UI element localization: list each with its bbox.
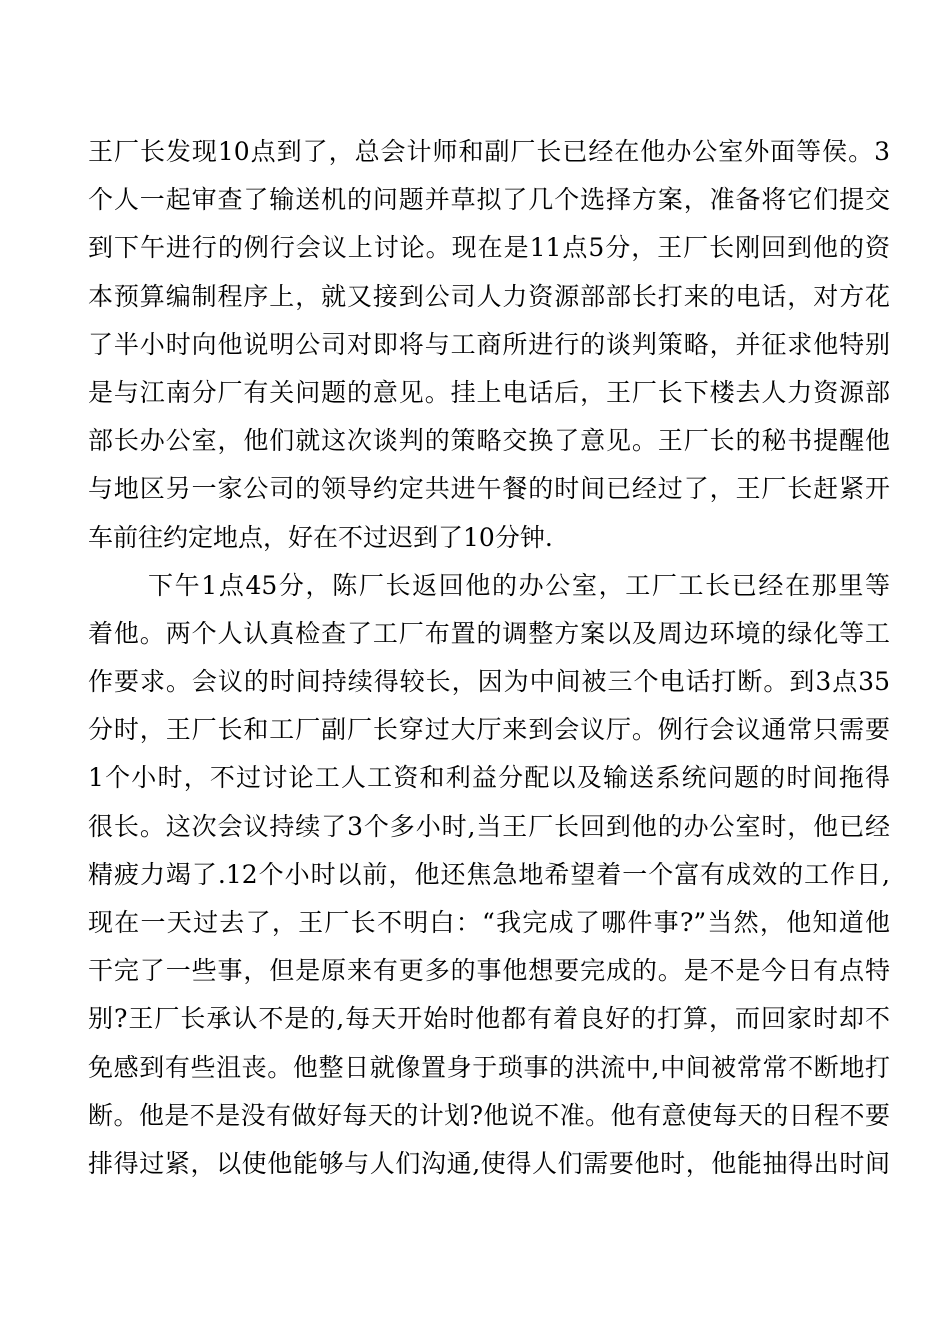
text-line: 作要求。会议的时间持续得较长，因为中间被三个电话打断。到3点35	[88, 667, 890, 697]
text-line: 分时，王厂长和工厂副厂长穿过大厅来到会议厅。例行会议通常只需要	[88, 715, 890, 745]
text-line: 王厂长发现10点到了，总会计师和副厂长已经在他办公室外面等侯。3	[88, 137, 890, 166]
text-line: 排得过紧，以使他能够与人们沟通,使得人们需要他时，他能抽得出时间	[88, 1148, 890, 1178]
text-line: 车前往约定地点，好在不过迟到了10分钟.	[88, 522, 553, 552]
text-line: 是与江南分厂有关问题的意见。挂上电话后，王厂长下楼去人力资源部	[88, 377, 890, 407]
text-line: 个人一起审查了输送机的问题并草拟了几个选择方案，准备将它们提交	[88, 185, 890, 215]
text-line: 部长办公室，他们就这次谈判的策略交换了意见。王厂长的秘书提醒他	[88, 426, 890, 456]
text-line: 了半小时向他说明公司对即将与工商所进行的谈判策略，并征求他特别	[88, 329, 890, 359]
paragraph-2	[88, 562, 890, 1188]
text-line: 精疲力竭了.12个小时以前，他还焦急地希望着一个富有成效的工作日,	[88, 859, 890, 889]
paragraph-1	[88, 128, 890, 562]
document-body	[88, 128, 890, 1188]
text-line: 本预算编制程序上，就又接到公司人力资源部部长打来的电话，对方花	[88, 281, 890, 311]
text-line: 别?王厂长承认不是的,每天开始时他都有着良好的打算，而回家时却不	[88, 1004, 890, 1034]
text-line: 与地区另一家公司的领导约定共进午餐的时间已经过了，王厂长赶紧开	[88, 474, 890, 504]
text-line: 干完了一些事，但是原来有更多的事他想要完成的。是不是今日有点特	[88, 956, 890, 986]
text-line: 断。他是不是没有做好每天的计划?他说不准。他有意使每天的日程不要	[88, 1100, 890, 1130]
text-line: 1个小时，不过讨论工人工资和利益分配以及输送系统问题的时间拖得	[88, 763, 890, 793]
text-line: 下午1点45分，陈厂长返回他的办公室，工厂工长已经在那里等	[148, 570, 890, 600]
text-line: 着他。两个人认真检查了工厂布置的调整方案以及周边环境的绿化等工	[88, 618, 890, 648]
text-line: 免感到有些沮丧。他整日就像置身于琐事的洪流中,中间被常常不断地打	[88, 1052, 890, 1082]
text-line: 到下午进行的例行会议上讨论。现在是11点5分，王厂长刚回到他的资	[88, 233, 890, 263]
text-line: 很长。这次会议持续了3个多小时,当王厂长回到他的办公室时，他已经	[88, 811, 890, 841]
text-line: 现在一天过去了，王厂长不明白：“我完成了哪件事?”当然，他知道他	[88, 908, 890, 937]
